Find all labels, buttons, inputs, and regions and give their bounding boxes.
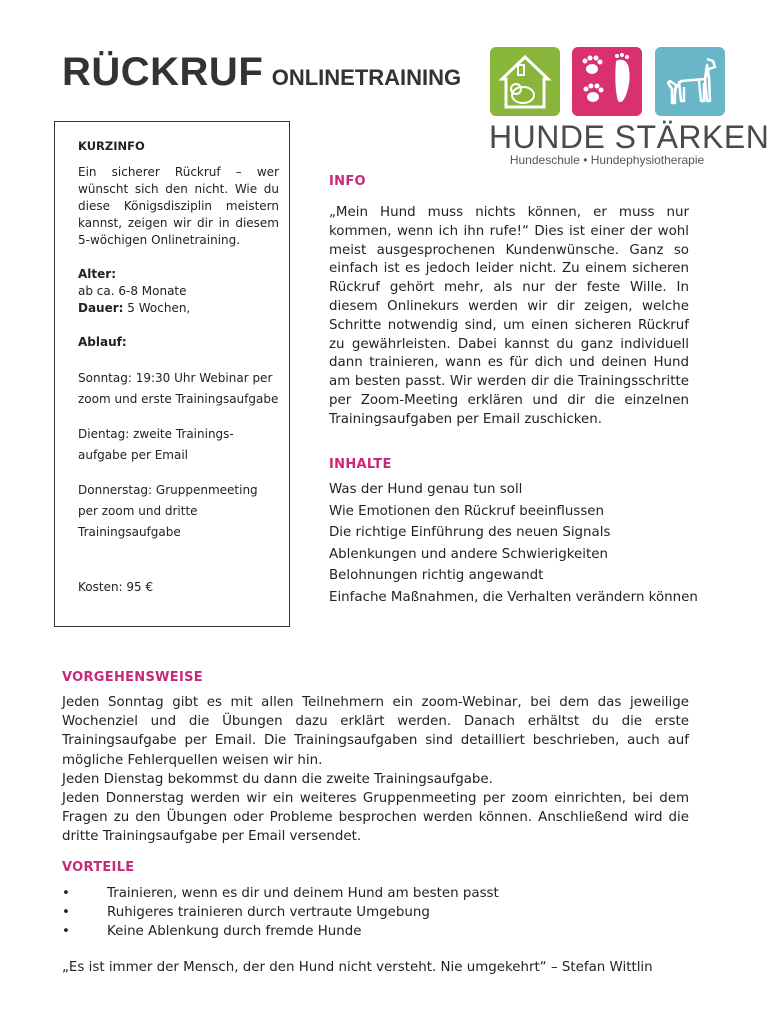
kosten: Kosten: 95 € (78, 580, 154, 594)
list-item: Belohnungen richtig angewandt (329, 568, 544, 583)
title-sub: ONLINETRAINING (271, 65, 462, 90)
list-item-text: Trainieren, wenn es dir und deinem Hund am besten passt (107, 886, 499, 901)
kurzinfo-intro: Ein sicherer Rückruf – wer wünscht sich den nicht. Wie du diese Königsdisziplin meistern kannst, zeigen wir dir in diesem 5-wöchigen Onlinetraining. (78, 165, 279, 247)
kurzinfo-box (54, 121, 290, 627)
alter-value: ab ca. 6-8 Monate (78, 284, 187, 298)
page-title (62, 50, 461, 95)
quote: „Es ist immer der Mensch, der den Hund nicht versteht. Nie umgekehrt“ – Stefan Wittlin (62, 960, 653, 975)
list-item-text: Keine Ablenkung durch fremde Hunde (107, 924, 362, 939)
paw-prints-icon (572, 47, 642, 116)
ablauf-dienstag: Dientag: zweite Trainings-aufgabe per Email (78, 427, 234, 462)
bullet: • (62, 924, 70, 939)
vorteile-heading: VORTEILE (62, 860, 135, 875)
list-item: Die richtige Einführung des neuen Signals (329, 525, 611, 540)
dauer-label: Dauer: (78, 301, 124, 315)
logo-subtitle: Hundeschule • Hundephysiotherapie (509, 153, 705, 167)
vorgehensweise-paragraph: Jeden Sonntag gibt es mit allen Teilnehmern ein zoom-Webinar, bei dem das jeweilige Wochenziel und die Übungen dazu erklärt werden. Danach erhältst du die erste Trainingsaufgabe per Email. Die Trainingsaufgaben sind detailliert beschrieben, auch auf mögliche Fehlerquellen weisen wir hin. (62, 695, 689, 768)
list-item: Ablenkungen und andere Schwierigkeiten (329, 546, 608, 562)
inhalte-list (329, 479, 698, 608)
alter-label: Alter: (78, 267, 116, 281)
list-item-text: Ruhigeres trainieren durch vertraute Umgebung (107, 905, 430, 920)
logo-brand: HUNDE STÄRKEN (489, 119, 769, 155)
list-item: Was der Hund genau tun soll (329, 482, 523, 497)
dauer-value: 5 Wochen, (123, 301, 191, 315)
bullet: • (62, 886, 70, 901)
ablauf-sonntag: Sonntag: 19:30 Uhr Webinar per zoom und erste Trainingsaufgabe (78, 371, 279, 406)
title-main: RÜCKRUF (62, 50, 264, 94)
vorgehensweise-text (62, 693, 689, 847)
dog-house-icon (490, 47, 560, 116)
bullet: • (62, 905, 70, 920)
vorgehensweise-heading: VORGEHENSWEISE (62, 670, 203, 685)
vorgehensweise-paragraph: Jeden Dienstag bekommst du dann die zweite Trainingsaufgabe. (62, 771, 493, 787)
vorgehensweise-paragraph: Jeden Donnerstag werden wir ein weiteres Gruppenmeeting per zoom einrichten, bei dem Fragen zu den Übungen oder Probleme besprochen werden können. Anschließend wird die dritte Trainingsaufgabe per Email versendet. (62, 791, 689, 845)
inhalte-heading: INHALTE (329, 457, 392, 472)
info-text: „Mein Hund muss nichts können, er muss nur kommen, wenn ich ihn rufe!“ Dies ist einer der wohl meist ausgesprochenen Kundenwünsche. Ganz so einfach ist es jedoch leider nicht. Zu einem sicheren Rückruf gehört mehr, als nur der feste Wille. In diesem Onlinekurs werden wir dir zeigen, welche Schritte notwendig sind, um einen sicheren Rückruf zu gewährleisten. Dabei kannst du ganz individuell dann trainieren, wann es für dich und deinen Hund am besten passt. Wir werden dir die Trainingsschritte per Zoom-Meeting erklären und dir die einzelnen Trainingsaufgaben per Email zuschicken. (329, 205, 689, 427)
ablauf-label: Ablauf: (78, 335, 127, 349)
list-item: Einfache Maßnahmen, die Verhalten verändern können (329, 589, 698, 605)
list-item: Wie Emotionen den Rückruf beeinflussen (329, 503, 605, 519)
logo (489, 47, 769, 177)
kurzinfo-heading: KURZINFO (78, 139, 145, 153)
ablauf-donnerstag: Donnerstag: Gruppenmeeting per zoom und dritte Trainingsaufgabe (78, 483, 258, 539)
dog-silhouette-icon (655, 47, 725, 116)
info-heading: INFO (329, 174, 366, 189)
